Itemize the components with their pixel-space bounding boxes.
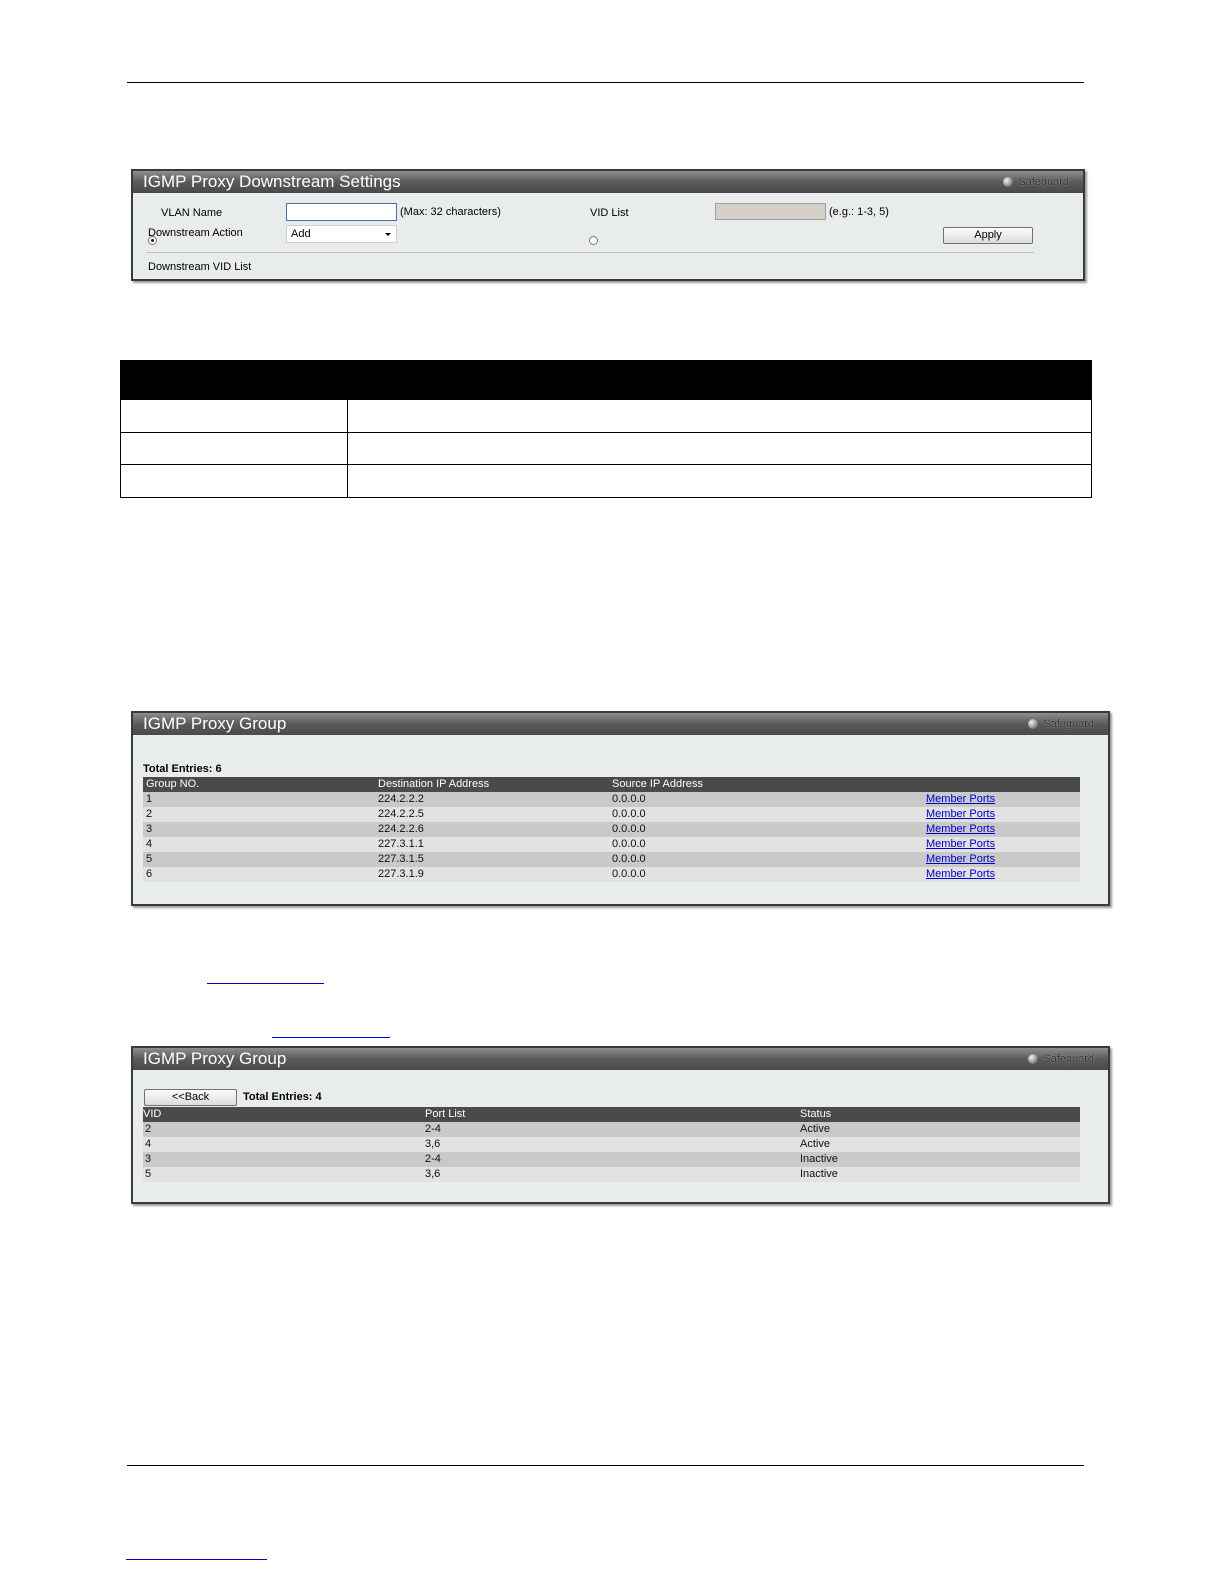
port-list: 2-4: [425, 1123, 441, 1135]
vlan-name-hint: (Max: 32 characters): [400, 206, 501, 218]
group-no: 4: [146, 838, 153, 850]
column-header: Status: [800, 1108, 832, 1120]
vlan-name-input[interactable]: [286, 203, 397, 221]
safeguard-icon: [1028, 1054, 1038, 1064]
vid: 3: [145, 1153, 152, 1165]
source-ip: 0.0.0.0: [612, 868, 646, 880]
group-table: [143, 777, 1080, 883]
member-ports-link[interactable]: Member Ports: [926, 808, 996, 820]
vlan-name-label: VLAN Name: [161, 207, 223, 219]
downstream-action-value: Add: [291, 228, 311, 240]
vid-list-hint: (e.g.: 1-3, 5): [829, 206, 889, 218]
column-header: VID: [143, 1108, 162, 1120]
settings-divider: [146, 252, 1034, 253]
downstream-action-label: Downstream Action: [148, 227, 243, 239]
column-header: Source IP Address: [612, 778, 703, 790]
safeguard-indicator[interactable]: [1028, 1048, 1094, 1070]
vid: 4: [145, 1138, 152, 1150]
status: Inactive: [800, 1153, 838, 1165]
destination-ip: 227.3.1.1: [378, 838, 424, 850]
table-row: [143, 822, 1080, 837]
source-ip: 0.0.0.0: [612, 793, 646, 805]
member-ports-link[interactable]: Member Ports: [926, 853, 996, 865]
table-row: [143, 792, 1080, 807]
member-ports-link[interactable]: Member Ports: [926, 838, 996, 850]
panel-title: IGMP Proxy Group: [143, 1049, 287, 1068]
safeguard-icon: [1003, 177, 1013, 187]
source-ip: 0.0.0.0: [612, 823, 646, 835]
member-ports-link[interactable]: Member Ports: [926, 868, 996, 880]
group-no: 2: [146, 808, 153, 820]
safeguard-indicator[interactable]: [1028, 713, 1094, 735]
member-ports-link[interactable]: Member Ports: [926, 793, 996, 805]
link-underline[interactable]: [126, 1559, 267, 1560]
group-no: 5: [146, 853, 153, 865]
safeguard-label: Safeguard: [1018, 176, 1069, 188]
port-list: 2-4: [425, 1153, 441, 1165]
column-header: Destination IP Address: [378, 778, 490, 790]
member-table-header: [143, 1107, 1080, 1122]
status: Active: [800, 1138, 830, 1150]
apply-button[interactable]: Apply: [943, 227, 1033, 244]
table-row: [143, 1137, 1080, 1152]
group-no: 6: [146, 868, 153, 880]
safeguard-icon: [1028, 719, 1038, 729]
footer-rule: [127, 1465, 1084, 1466]
column-header: Group NO.: [146, 778, 200, 790]
vid: 5: [145, 1168, 152, 1180]
status: Inactive: [800, 1168, 838, 1180]
table-row: [143, 1167, 1080, 1182]
total-entries: Total Entries: 4: [243, 1091, 322, 1103]
vid-list-input[interactable]: [715, 203, 826, 220]
source-ip: 0.0.0.0: [612, 838, 646, 850]
total-entries: Total Entries: 6: [143, 763, 222, 775]
group-no: 1: [146, 793, 153, 805]
table-row: [143, 867, 1080, 882]
chevron-down-icon: [385, 233, 391, 236]
back-button[interactable]: <<Back: [144, 1089, 237, 1106]
panel-title-bar: [133, 171, 1083, 193]
table-row: [143, 807, 1080, 822]
panel-title-bar: [133, 1048, 1108, 1070]
source-ip: 0.0.0.0: [612, 853, 646, 865]
destination-ip: 224.2.2.2: [378, 793, 424, 805]
group-no: 3: [146, 823, 153, 835]
member-table: [143, 1107, 1080, 1182]
link-underline[interactable]: [272, 1037, 390, 1038]
downstream-settings-panel: [131, 169, 1085, 281]
table-row: [143, 1152, 1080, 1167]
parameter-description-table: [120, 360, 1092, 498]
safeguard-label: Safeguard: [1043, 718, 1094, 730]
column-header: Port List: [425, 1108, 466, 1120]
panel-title-bar: [133, 713, 1108, 735]
safeguard-label: Safeguard: [1043, 1053, 1094, 1065]
destination-ip: 227.3.1.5: [378, 853, 424, 865]
safeguard-indicator[interactable]: [1003, 171, 1069, 193]
source-ip: 0.0.0.0: [612, 808, 646, 820]
table-row: [121, 465, 1092, 498]
vid-list-label: VID List: [590, 207, 629, 219]
panel-title: IGMP Proxy Downstream Settings: [143, 172, 401, 191]
table-row: [143, 837, 1080, 852]
status: Active: [800, 1123, 830, 1135]
destination-ip: 227.3.1.9: [378, 868, 424, 880]
port-list: 3,6: [425, 1168, 441, 1180]
link-underline[interactable]: [207, 983, 324, 984]
member-ports-panel: [131, 1046, 1110, 1204]
table-row: [143, 852, 1080, 867]
table-row: [143, 1122, 1080, 1137]
table-row: [121, 400, 1092, 433]
member-ports-link[interactable]: Member Ports: [926, 823, 996, 835]
vid-list-radio[interactable]: [589, 236, 598, 245]
destination-ip: 224.2.2.5: [378, 808, 424, 820]
group-table-header: [143, 777, 1080, 792]
destination-ip: 224.2.2.6: [378, 823, 424, 835]
header-rule: [127, 82, 1084, 83]
proxy-group-panel: [131, 711, 1110, 906]
panel-title: IGMP Proxy Group: [143, 714, 287, 733]
port-list: 3,6: [425, 1138, 441, 1150]
downstream-vid-list-label: Downstream VID List: [148, 261, 252, 273]
vid: 2: [145, 1123, 152, 1135]
downstream-action-select[interactable]: [286, 225, 397, 243]
table-header-row: [121, 361, 1092, 400]
table-row: [121, 433, 1092, 465]
